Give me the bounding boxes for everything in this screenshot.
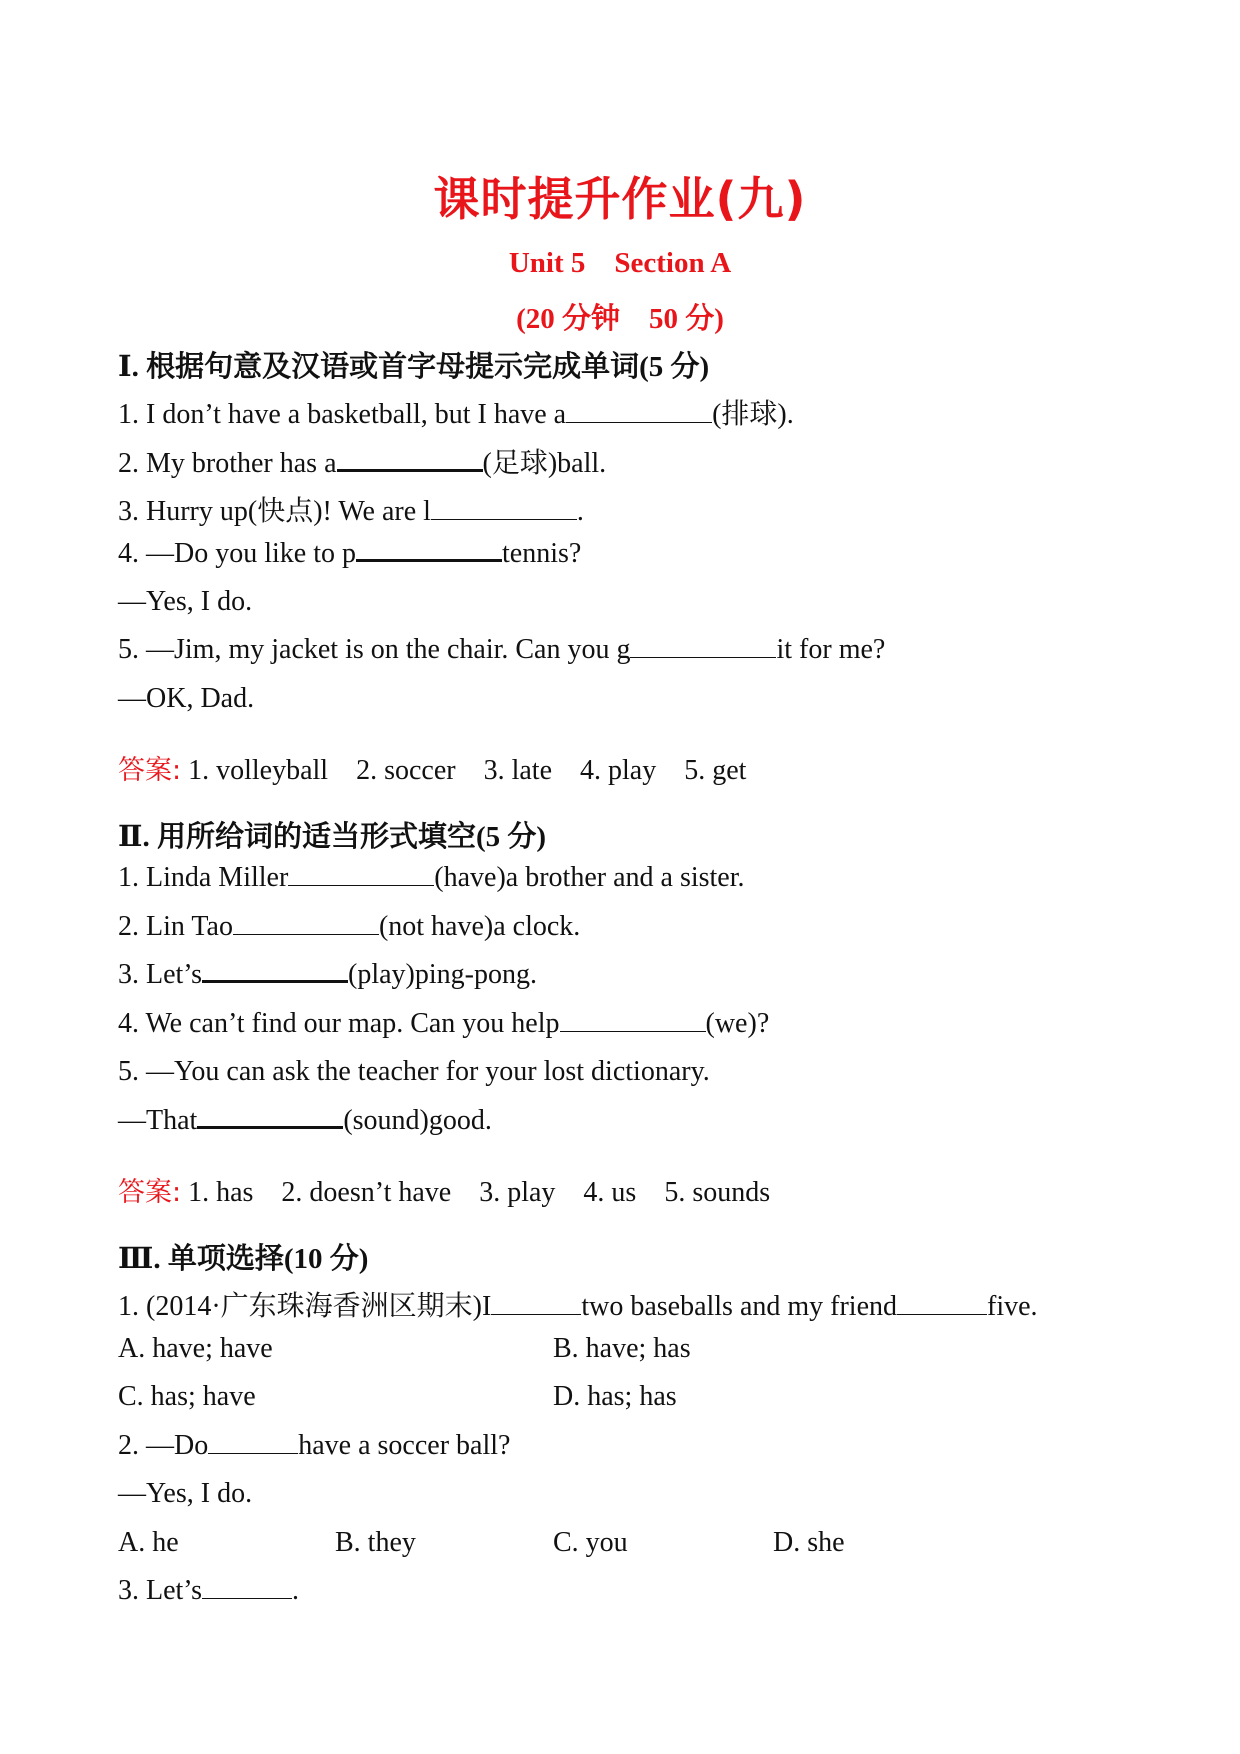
time-score: (20 分钟 50 分) — [516, 303, 724, 335]
s2-question-3: 3. Let’s (play)ping-pong. — [118, 959, 537, 990]
unit-subtitle: Unit 5 Section A — [508, 247, 732, 279]
option-d[interactable]: D. she — [773, 1527, 845, 1558]
s3-question-1: 1. (2014·广东珠海香洲区期末)I two baseballs and my friend five. — [118, 1291, 1038, 1322]
option-a[interactable]: A. he — [118, 1527, 179, 1558]
s3-question-3: 3. Let’s . — [118, 1575, 299, 1606]
answer-blank[interactable] — [233, 933, 379, 935]
s1-question-2: 2. My brother has a (足球)ball. — [118, 448, 607, 479]
answer-blank[interactable] — [197, 1125, 343, 1129]
answer-blank[interactable] — [566, 421, 712, 423]
s1-question-5-reply: —OK, Dad. — [118, 683, 255, 714]
answer-blank[interactable] — [560, 1030, 706, 1032]
option-d[interactable]: D. has; has — [553, 1381, 677, 1412]
section-3-heading: Ⅲ. 单项选择(10 分) — [118, 1243, 369, 1275]
s2-question-1: 1. Linda Miller (have)a brother and a sister. — [118, 862, 745, 893]
s1-question-3: 3. Hurry up(快点)! We are l . — [118, 496, 584, 527]
s2-question-4: 4. We can’t find our map. Can you help (we)? — [118, 1008, 770, 1039]
s1-question-4: 4. —Do you like to p tennis? — [118, 538, 582, 569]
answer-blank[interactable] — [630, 656, 776, 658]
option-b[interactable]: B. have; has — [553, 1333, 691, 1364]
option-c[interactable]: C. you — [553, 1527, 628, 1558]
s2-question-2: 2. Lin Tao (not have)a clock. — [118, 911, 581, 942]
section-2-heading: Ⅱ. 用所给词的适当形式填空(5 分) — [118, 821, 547, 853]
answer-blank[interactable] — [491, 1313, 581, 1315]
option-b[interactable]: B. they — [335, 1527, 416, 1558]
option-a[interactable]: A. have; have — [118, 1333, 273, 1364]
answer-blank[interactable] — [288, 884, 434, 886]
option-c[interactable]: C. has; have — [118, 1381, 256, 1412]
s1-question-5: 5. —Jim, my jacket is on the chair. Can you g it for me? — [118, 634, 886, 665]
s3-question-2-reply: —Yes, I do. — [118, 1478, 253, 1509]
s2-question-5: 5. —You can ask the teacher for your lost dictionary. — [118, 1056, 710, 1087]
s1-answer-key: 答案: 1. volleyball 2. soccer 3. late 4. play 5. get — [118, 755, 747, 786]
answer-blank[interactable] — [202, 1597, 292, 1599]
s1-question-1: 1. I don’t have a basketball, but I have a (排球). — [118, 399, 794, 430]
answer-blank[interactable] — [337, 468, 483, 472]
answer-label: 答案: — [118, 1177, 182, 1208]
s2-answer-key: 答案: 1. has 2. doesn’t have 3. play 4. us 5. sounds — [118, 1177, 771, 1208]
s3-question-2: 2. —Do have a soccer ball? — [118, 1430, 511, 1461]
s1-question-4-reply: —Yes, I do. — [118, 586, 253, 617]
answer-label: 答案: — [118, 755, 182, 786]
s2-question-5-reply: —That (sound)good. — [118, 1105, 492, 1136]
answer-blank[interactable] — [897, 1313, 987, 1315]
page-title: 课时提升作业(九) — [433, 172, 807, 226]
answer-blank[interactable] — [356, 558, 502, 562]
section-1-heading: Ⅰ. 根据句意及汉语或首字母提示完成单词(5 分) — [118, 351, 710, 383]
answer-blank[interactable] — [202, 979, 348, 983]
answer-blank[interactable] — [208, 1452, 298, 1454]
answer-blank[interactable] — [431, 518, 577, 520]
